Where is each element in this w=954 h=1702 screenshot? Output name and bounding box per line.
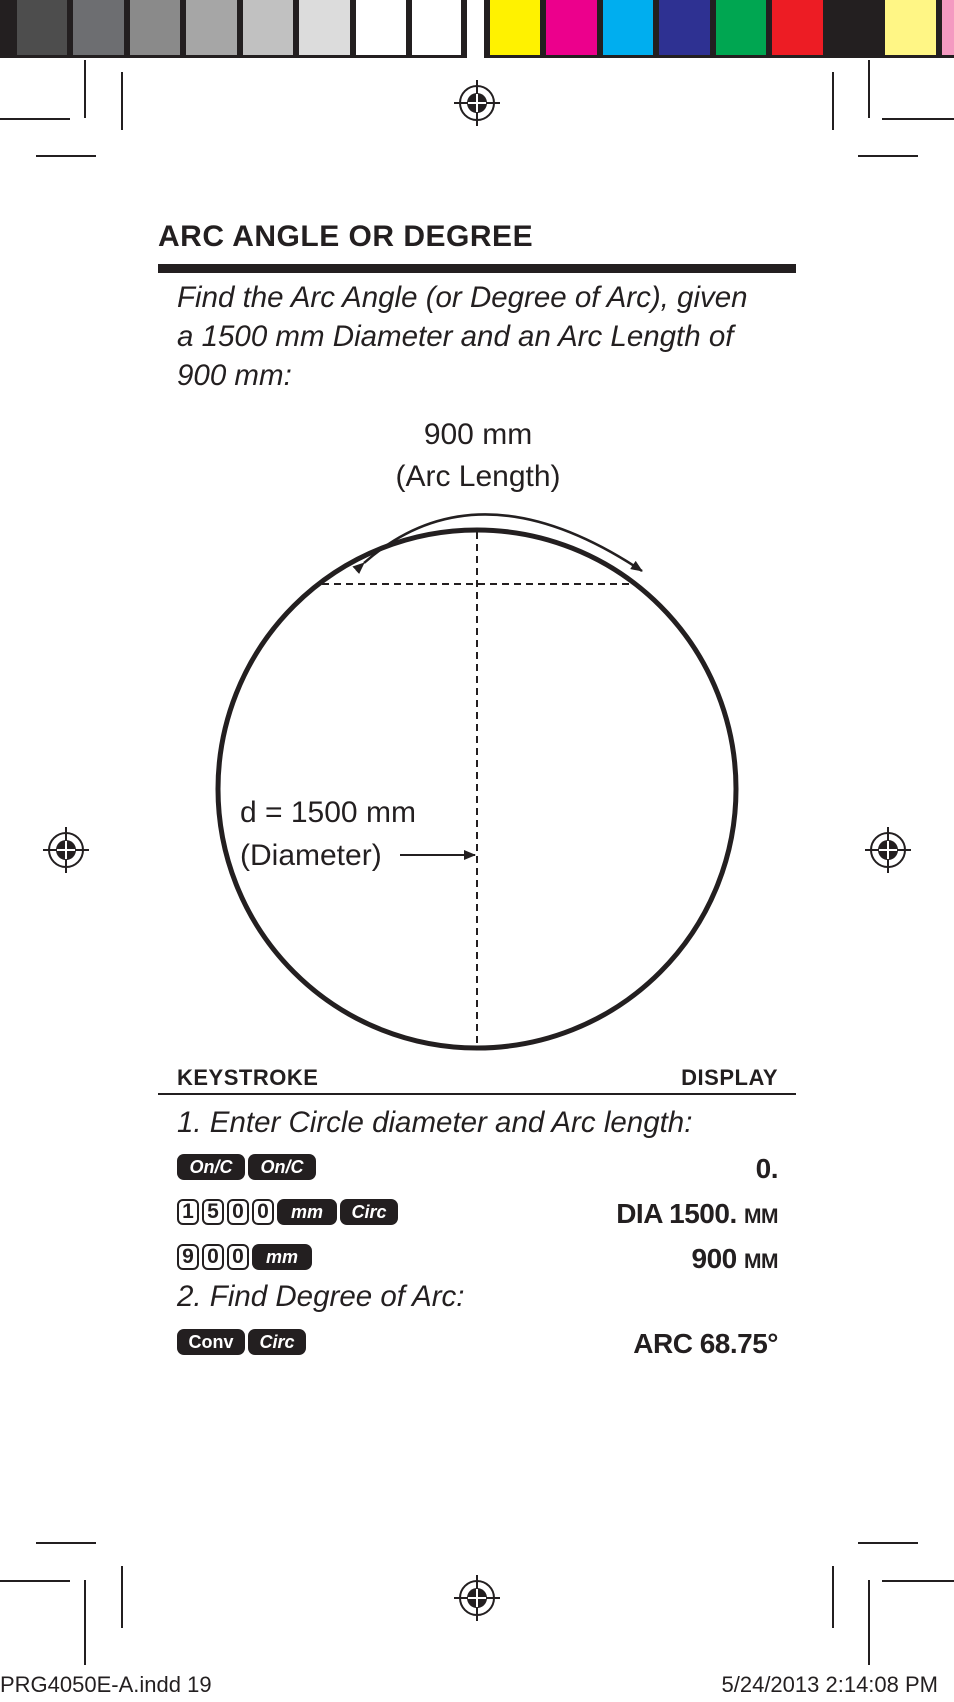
gray-swatch-1	[0, 0, 14, 58]
gray-swatch-5	[183, 0, 240, 58]
keystroke-row-2	[177, 1198, 398, 1226]
yellow-swatch	[484, 0, 543, 58]
crop-mark	[858, 1542, 918, 1544]
gray-swatch-8	[353, 0, 409, 58]
step-2-label: 2. Find Degree of Arc:	[177, 1280, 465, 1313]
crop-mark	[832, 1566, 834, 1628]
crop-mark	[858, 155, 918, 157]
registration-mark-icon	[43, 827, 89, 873]
on-clear-key-icon: On/C	[177, 1154, 245, 1180]
red-swatch	[769, 0, 826, 58]
magenta-swatch	[543, 0, 600, 58]
gray-swatch-3	[70, 0, 127, 58]
conv-key-icon: Conv	[177, 1329, 245, 1355]
registration-mark-icon	[454, 80, 500, 126]
crop-mark	[868, 60, 870, 118]
display-value: DIA 1500.	[616, 1198, 737, 1229]
crop-mark	[868, 1580, 870, 1665]
registration-mark-icon	[454, 1575, 500, 1621]
digit-key-icon: 9	[177, 1244, 199, 1270]
intro-line: 900 mm:	[177, 359, 292, 392]
crop-mark	[882, 118, 954, 120]
digit-key-icon: 5	[202, 1199, 224, 1225]
pink-swatch	[939, 0, 954, 58]
display-row-4: ARC 68.75°	[633, 1328, 778, 1359]
registration-mark-icon	[865, 827, 911, 873]
keystroke-row-1	[177, 1153, 316, 1181]
crop-mark	[84, 60, 86, 118]
print-timestamp: 5/24/2013 2:14:08 PM	[721, 1672, 938, 1697]
crop-mark	[36, 155, 96, 157]
display-row-1: 0.	[755, 1153, 778, 1184]
crop-mark	[84, 1580, 86, 1665]
display-value: 900	[691, 1243, 737, 1274]
keystroke-row-3	[177, 1243, 312, 1271]
gray-swatch-9	[409, 0, 467, 58]
mm-key-icon: mm	[252, 1244, 312, 1270]
problem-statement	[177, 278, 797, 395]
keystroke-column-header: KEYSTROKE	[177, 1065, 319, 1090]
cyan-swatch	[600, 0, 656, 58]
arc-length-caption: (Arc Length)	[395, 460, 561, 493]
gray-swatch-2	[14, 0, 70, 58]
heading-rule	[158, 264, 796, 273]
display-unit: MM	[744, 1205, 778, 1228]
digit-key-icon: 0	[227, 1199, 249, 1225]
green-swatch	[713, 0, 769, 58]
table-header-rule	[158, 1093, 796, 1095]
arc-length-value: 900 mm	[423, 420, 533, 451]
file-slug: PRG4050E-A.indd 19	[0, 1672, 212, 1697]
display-row-3	[692, 1243, 779, 1275]
intro-line: Find the Arc Angle (or Degree of Arc), given	[177, 281, 748, 314]
digit-key-icon: 0	[227, 1244, 249, 1270]
crop-mark	[832, 72, 834, 130]
gray-swatch-4	[127, 0, 183, 58]
display-column-header: DISPLAY	[681, 1065, 778, 1090]
intro-line: a 1500 mm Diameter and an Arc Length of	[177, 320, 734, 353]
crop-mark	[0, 118, 70, 120]
crop-mark	[36, 1542, 96, 1544]
gray-swatch-6	[240, 0, 296, 58]
keystroke-row-4	[177, 1328, 306, 1356]
circ-key-icon: Circ	[248, 1329, 306, 1355]
digit-key-icon: 0	[252, 1199, 274, 1225]
step-1-label: 1. Enter Circle diameter and Arc length:	[177, 1106, 693, 1139]
digit-key-icon: 0	[202, 1244, 224, 1270]
crop-mark	[882, 1580, 954, 1582]
on-clear-key-icon: On/C	[248, 1154, 316, 1180]
diameter-value: d = 1500 mm	[240, 796, 416, 829]
blue-swatch	[656, 0, 713, 58]
circ-key-icon: Circ	[340, 1199, 398, 1225]
digit-key-icon: 1	[177, 1199, 199, 1225]
diameter-caption: (Diameter)	[240, 839, 382, 872]
black-swatch	[826, 0, 882, 58]
crop-mark	[0, 1580, 70, 1582]
color-calibration-bar	[0, 0, 954, 62]
mm-key-icon: mm	[277, 1199, 337, 1225]
display-row-2	[616, 1198, 778, 1230]
crop-mark	[121, 1566, 123, 1628]
page-title: ARC ANGLE OR DEGREE	[158, 220, 534, 253]
gray-swatch-7	[296, 0, 353, 58]
display-unit: MM	[744, 1250, 778, 1273]
light-yellow-swatch	[882, 0, 939, 58]
crop-mark	[121, 72, 123, 130]
arc-diagram	[150, 420, 810, 1060]
